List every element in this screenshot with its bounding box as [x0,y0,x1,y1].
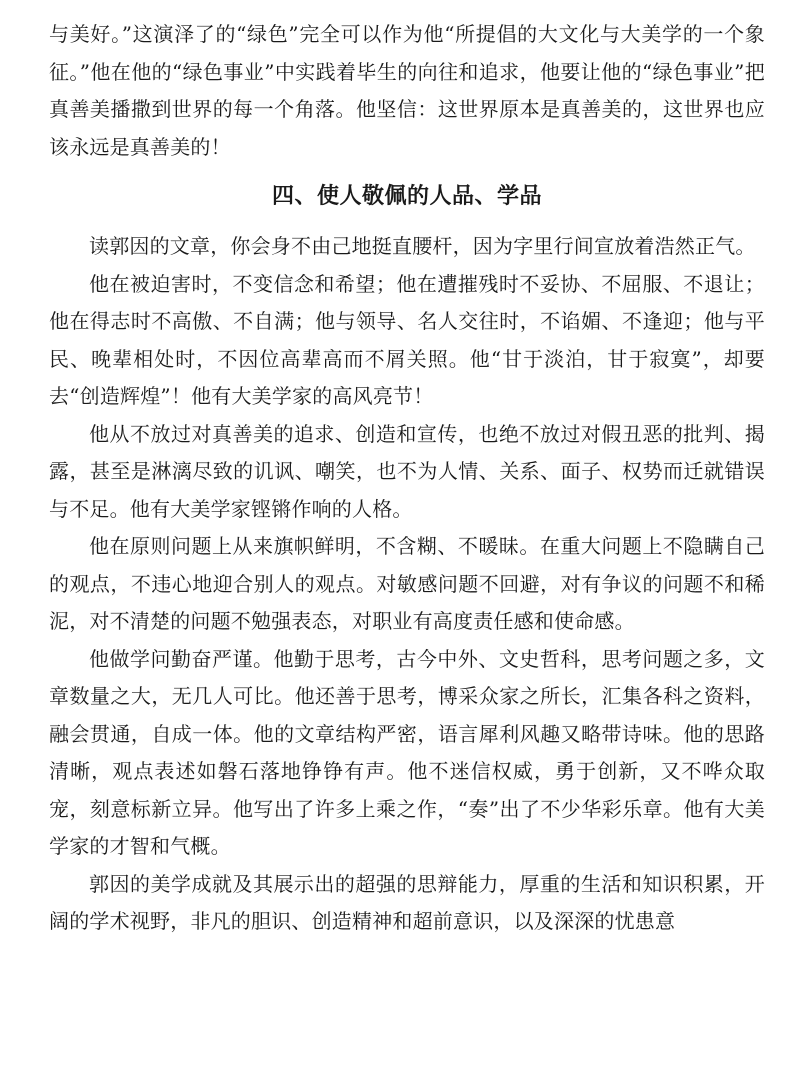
document-page [49,16,765,941]
paragraph-3: 他从不放过对真善美的追求、创造和宣传，也绝不放过对假丑恶的批判、揭露，甚至是淋漓尽致的讥讽、嘲笑，也不为人情、关系、面子、权势而迁就错误与不足。他有大美学家铿锵作响的人格。 [49,421,765,521]
paragraph-continued: 与美好。”这演泽了的“绿色”完全可以作为他“所提倡的大文化与大美学的一个象征。”他在他的“绿色事业”中实践着毕生的向往和追求，他要让他的“绿色事业”把真善美播撒到世界的每一个角落。他坚信：这世界原本是真善美的，这世界也应该永远是真善美的！ [49,22,765,159]
paragraph-2: 他在被迫害时，不变信念和希望；他在遭摧残时不妥协、不屈服、不退让；他在得志时不高傲、不自满；他与领导、名人交往时，不谄媚、不逢迎；他与平民、晚辈相处时，不因位高辈高而不屑关照。他“甘于淡泊，甘于寂寞”，却要去“创造辉煌”！他有大美学家的高风亮节！ [49,271,765,408]
paragraph-4: 他在原则问题上从来旗帜鲜明，不含糊、不暖昧。在重大问题上不隐瞒自己的观点，不违心地迎合别人的观点。对敏感问题不回避，对有争议的问题不和稀泥，对不清楚的问题不勉强表态，对职业有高度责任感和使命感。 [49,534,765,633]
paragraph-6: 郭因的美学成就及其展示出的超强的思辩能力，厚重的生活和知识积累，开阔的学术视野，非凡的胆识、创造精神和超前意识，以及深深的忧患意 [49,871,765,933]
paragraph-1: 读郭因的文章，你会身不由己地挺直腰杆，因为字里行间宣放着浩然正气。 [89,234,756,258]
section-heading: 四、使人敬佩的人品、学品 [271,183,542,209]
paragraph-5: 他做学问勤奋严谨。他勤于思考，古今中外、文史哲科，思考问题之多，文章数量之大，无几人可比。他还善于思考，博采众家之所长，汇集各科之资料，融会贯通，自成一体。他的文章结构严密，语言犀利风趣又略带诗味。他的思路清晰，观点表述如磐石落地铮铮有声。他不迷信权威，勇于创新，又不哗众取宠，刻意标新立异。他写出了许多上乘之作，“奏”出了不少华彩乐章。他有大美学家的才智和气概。 [49,646,765,858]
